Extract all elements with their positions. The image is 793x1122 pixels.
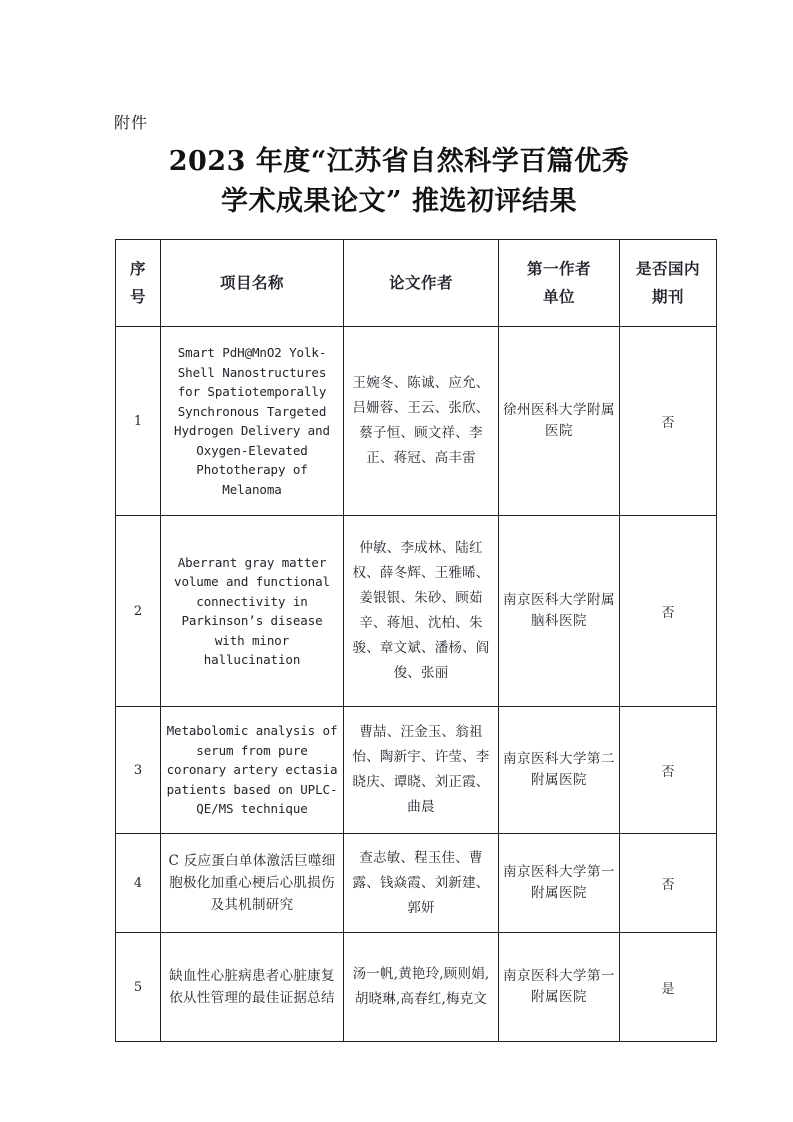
cell-no: 4 bbox=[116, 834, 161, 933]
cell-domestic-journal: 否 bbox=[620, 707, 717, 834]
cell-no: 3 bbox=[116, 707, 161, 834]
cell-no: 2 bbox=[116, 516, 161, 707]
column-header-unit bbox=[499, 240, 620, 327]
cell-no: 1 bbox=[116, 327, 161, 516]
cell-authors: 王婉冬、陈诚、应允、吕姗蓉、王云、张欣、蔡子恒、顾文祥、李正、蒋冠、高丰雷 bbox=[344, 327, 499, 516]
cell-domestic-journal: 是 bbox=[620, 933, 717, 1042]
cell-title: Smart PdH@MnO2 Yolk-Shell Nanostructures for Spatiotemporally Synchronous Targeted Hydrogen Delivery and Oxygen-Elevated Phototherapy of Melanoma bbox=[161, 327, 344, 516]
column-header-journal-line-1: 是否国内 bbox=[635, 259, 700, 278]
cell-no: 5 bbox=[116, 933, 161, 1042]
page-title bbox=[113, 142, 685, 222]
column-header-title: 项目名称 bbox=[161, 240, 344, 327]
column-header-no bbox=[116, 240, 161, 327]
cell-authors: 汤一帆,黄艳玲,顾则娟,胡晓琳,高春红,梅克文 bbox=[344, 933, 499, 1042]
page-title-line-1: 2023 年度“江苏省自然科学百篇优秀 bbox=[168, 146, 630, 177]
cell-domestic-journal: 否 bbox=[620, 834, 717, 933]
table-row bbox=[116, 707, 717, 834]
column-header-journal-line-2: 期刊 bbox=[651, 287, 684, 306]
cell-unit: 南京医科大学附属脑科医院 bbox=[499, 516, 620, 707]
cell-authors: 仲敏、李成林、陆红权、薛冬辉、王雅晞、姜银银、朱砂、顾茹辛、蒋旭、沈柏、朱骏、章文斌、潘杨、阎俊、张丽 bbox=[344, 516, 499, 707]
cell-unit: 南京医科大学第一附属医院 bbox=[499, 834, 620, 933]
column-header-authors: 论文作者 bbox=[344, 240, 499, 327]
page-title-line-2: 学术成果论文” 推选初评结果 bbox=[221, 186, 577, 217]
cell-unit: 南京医科大学第一附属医院 bbox=[499, 933, 620, 1042]
table-row bbox=[116, 327, 717, 516]
table-row bbox=[116, 516, 717, 707]
cell-domestic-journal: 否 bbox=[620, 516, 717, 707]
cell-title: 缺血性心脏病患者心脏康复依从性管理的最佳证据总结 bbox=[161, 933, 344, 1042]
cell-title: Aberrant gray matter volume and functional connectivity in Parkinson’s disease with minor hallucination bbox=[161, 516, 344, 707]
column-header-unit-line-2: 单位 bbox=[542, 287, 575, 306]
table-header-row bbox=[116, 240, 717, 327]
cell-authors: 查志敏、程玉佳、曹露、钱焱霞、刘新建、郭妍 bbox=[344, 834, 499, 933]
cell-unit: 南京医科大学第二附属医院 bbox=[499, 707, 620, 834]
cell-unit: 徐州医科大学附属医院 bbox=[499, 327, 620, 516]
column-header-no-line-1: 序 bbox=[129, 259, 146, 278]
table-header bbox=[116, 240, 717, 327]
cell-title: Metabolomic analysis of serum from pure coronary artery ectasia patients based on UPLC-QE/MS technique bbox=[161, 707, 344, 834]
column-header-journal bbox=[620, 240, 717, 327]
table-row bbox=[116, 933, 717, 1042]
cell-authors: 曹喆、汪金玉、翁祖怡、陶新宇、许莹、李晓庆、谭晓、刘正霞、曲晨 bbox=[344, 707, 499, 834]
table-row bbox=[116, 834, 717, 933]
column-header-unit-line-1: 第一作者 bbox=[526, 259, 591, 278]
cell-title: C 反应蛋白单体激活巨噬细胞极化加重心梗后心肌损伤及其机制研究 bbox=[161, 834, 344, 933]
attachment-label: 附件 bbox=[114, 113, 149, 132]
cell-domestic-journal: 否 bbox=[620, 327, 717, 516]
results-table bbox=[115, 239, 717, 1042]
column-header-no-line-2: 号 bbox=[129, 287, 146, 306]
table-body bbox=[116, 327, 717, 1042]
